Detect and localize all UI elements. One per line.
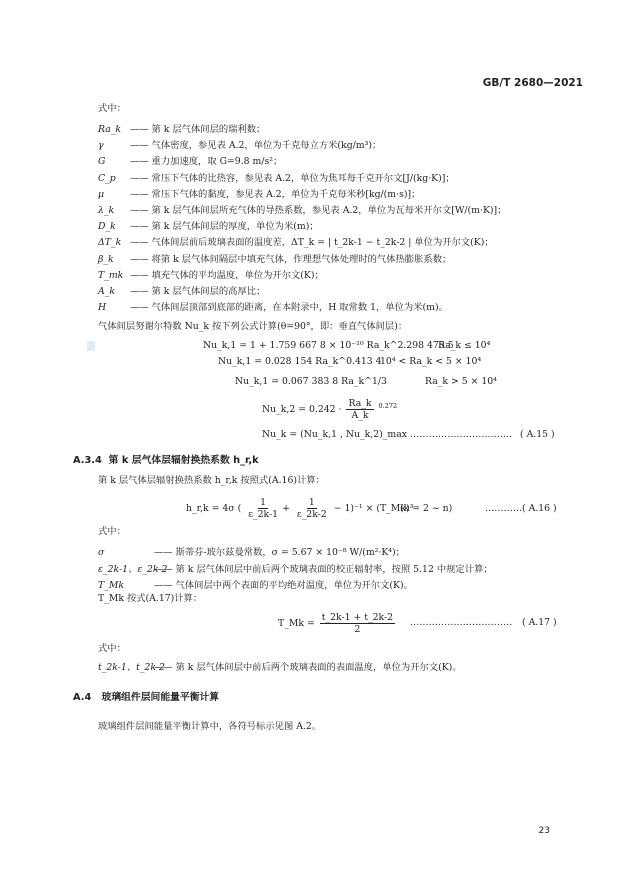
nu-cond-3: Ra_k > 5 × 10⁴ bbox=[425, 376, 497, 387]
definition-symbol: β_k bbox=[98, 253, 114, 265]
definition-row bbox=[98, 202, 506, 216]
nu-cond-1: Ra_k ≤ 10⁴ bbox=[438, 340, 491, 351]
definition-text: —— 第 k 层气体间层的瑞利数； bbox=[130, 124, 266, 135]
definition-row bbox=[98, 153, 282, 167]
definition-text: —— 第 k 层气体间层中前后两个玻璃表面的表面温度，单位为开尔文(K)。 bbox=[154, 662, 462, 673]
nu-eq-3: Nu_k,1 = 0.067 383 8 Ra_k^1/3 bbox=[235, 376, 387, 387]
definition-row bbox=[98, 544, 405, 558]
definition-row bbox=[98, 251, 451, 265]
definition-symbol: H bbox=[98, 302, 107, 314]
definition-row bbox=[98, 137, 381, 151]
definition-text: —— 常压下气体的黏度，参见表 A.2，单位为千克每米秒[kg/(m·s)]； bbox=[130, 188, 421, 200]
nusselt-intro: 气体间层努谢尔特数 Nu_k 按下列公式计算(θ=90°，即：垂直气体间层)： bbox=[98, 321, 408, 332]
definition-text: —— 第 k 层气体间层的高厚比； bbox=[130, 286, 266, 297]
definition-row bbox=[98, 561, 493, 575]
eq-a17-label: ( A.17 ) bbox=[522, 617, 557, 628]
section-a34-heading: A.3.4 第 k 层气体层辐射换热系数 h_r,k bbox=[73, 455, 259, 466]
definition-text: —— 气体间层顶部到底部的距离，在本附录中，H 取常数 1，单位为米(m)。 bbox=[130, 302, 448, 314]
definition-text: —— 第 k 层气体间层的厚度，单位为米(m)； bbox=[130, 221, 319, 233]
eq-a16-label: ( A.16 ) bbox=[522, 503, 557, 514]
definition-text: —— 将第 k 层气体间隔层中填充气体，作理想气体处理时的气体热膨胀系数； bbox=[130, 253, 452, 265]
definition-symbol: ε_2k-1、ε_2k-2 bbox=[98, 563, 168, 575]
definition-symbol: σ bbox=[98, 547, 105, 558]
definition-text: —— 常压下气体的比热容，参见表 A.2，单位为焦耳每千克开尔文[J/(kg·K)]； bbox=[130, 172, 455, 184]
a4-text: 玻璃组件层间能量平衡计算中，各符号标示见图 A.2。 bbox=[98, 721, 322, 732]
section-a4-heading: A.4 玻璃组件层间能量平衡计算 bbox=[73, 692, 220, 703]
definition-row bbox=[98, 283, 265, 297]
definition-symbol: t_2k-1、t_2k-2 bbox=[98, 662, 165, 673]
definition-symbol: Ra_k bbox=[98, 124, 122, 135]
nu-cond-2: 10⁴ < Ra_k < 5 × 10⁴ bbox=[380, 356, 482, 367]
nu-eq-2: Nu_k,1 = 0.028 154 Ra_k^0.413 4 bbox=[218, 356, 382, 367]
definition-symbol: λ_k bbox=[98, 205, 115, 216]
nu-final-equation: Nu_k = (Nu_k,1 , Nu_k,2)_max bbox=[262, 429, 408, 440]
definition-text: —— 重力加速度，取 G=9.8 m/s²； bbox=[130, 156, 283, 168]
where-label-1: 式中： bbox=[98, 103, 126, 114]
where-label-2: 式中： bbox=[98, 526, 126, 537]
definition-row bbox=[98, 186, 420, 200]
eq-a15-label: ( A.15 ) bbox=[520, 429, 555, 440]
nu2-equation: Nu_k,2 = 0.242 · $\frac{Ra\_k}{A\_k}$ $^{0.272}$ bbox=[262, 398, 398, 421]
definition-row bbox=[98, 659, 462, 673]
definition-symbol: G bbox=[98, 156, 106, 168]
definition-row bbox=[98, 170, 455, 184]
eq-a16: h_r,k = 4σ ( $\frac{1}{\varepsilon\_2k-1}$ + $\frac{1}{\varepsilon\_2k-2}$ − 1)⁻¹ × (T_Mk)³ bbox=[186, 497, 414, 520]
definition-symbol: T_Mk bbox=[98, 580, 125, 591]
page-number: 23 bbox=[538, 826, 550, 836]
definition-text: —— 第 k 层气体间层所充气体的导热系数，参见表 A.2，单位为瓦每米开尔文[W/(m·K)]； bbox=[130, 205, 507, 216]
definition-row bbox=[98, 218, 319, 232]
definition-row bbox=[98, 299, 448, 313]
definition-row bbox=[98, 234, 494, 248]
eq-a16-range: (k = 2 ~ n) bbox=[400, 503, 453, 514]
a34-intro: 第 k 层气体层辐射换热系数 h_r,k 按照式(A.16)计算： bbox=[98, 475, 325, 486]
definition-symbol: T_mk bbox=[98, 269, 124, 281]
definition-text: —— 气体间层前后玻璃表面的温度差，ΔT_k = | t_2k-1 − t_2k-2 | 单位为开尔文(K)； bbox=[130, 237, 494, 249]
definition-symbol: μ bbox=[98, 188, 105, 200]
definition-symbol: A_k bbox=[98, 286, 115, 297]
eq-a17-dots: …………………………… bbox=[410, 617, 513, 628]
nu-eq-1: Nu_k,1 = 1 + 1.759 667 8 × 10⁻¹⁰ Ra_k^2.298 475 5 bbox=[203, 340, 454, 351]
definition-row bbox=[98, 121, 265, 135]
watermark-mark bbox=[87, 341, 95, 351]
definition-text: —— 气体密度，参见表 A.2，单位为千克每立方米(kg/m³)； bbox=[130, 140, 382, 152]
tmk-intro: T_Mk 按式(A.17)计算： bbox=[98, 593, 203, 604]
standard-number: GB/T 2680—2021 bbox=[482, 77, 583, 89]
definition-symbol: C_p bbox=[98, 172, 116, 184]
definition-row bbox=[98, 267, 324, 281]
eq-a17: T_Mk = $\frac{t\_2k-1 + t\_2k-2}{2}$ bbox=[278, 612, 394, 635]
definition-text: —— 第 k 层气体间层中前后两个玻璃表面的校正辐射率，按照 5.12 中规定计算； bbox=[154, 563, 493, 575]
eq-a15-dots: …………………………… bbox=[410, 429, 513, 440]
eq-a16-dots: ………… bbox=[485, 503, 523, 514]
where-label-3: 式中： bbox=[98, 643, 126, 654]
definition-symbol: D_k bbox=[98, 221, 116, 233]
definition-symbol: γ bbox=[98, 140, 104, 152]
definition-text: —— 填充气体的平均温度，单位为开尔文(K)； bbox=[130, 269, 324, 281]
definition-row bbox=[98, 577, 413, 591]
definition-text: —— 斯蒂芬-玻尔兹曼常数，σ = 5.67 × 10⁻⁸ W/(m²·K⁴)； bbox=[154, 547, 405, 558]
definition-text: —— 气体间层中两个表面的平均绝对温度，单位为开尔文(K)。 bbox=[154, 580, 413, 591]
definition-symbol: ΔT_k bbox=[98, 237, 122, 249]
